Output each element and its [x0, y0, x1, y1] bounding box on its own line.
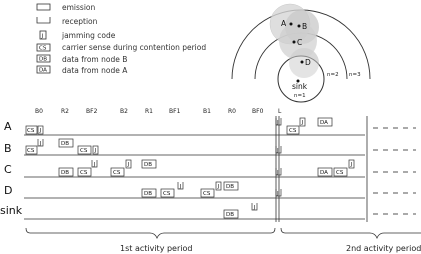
- ring-3-label: n=3: [349, 72, 361, 78]
- slot-b0: B0: [35, 108, 43, 115]
- cs-text: CS: [336, 170, 344, 176]
- row-label-b: B: [4, 142, 12, 155]
- node-b-dot: [298, 25, 301, 28]
- row-sink-events: [224, 203, 257, 218]
- legend-db: data from node B: [62, 55, 128, 64]
- node-d-label: D: [305, 58, 311, 67]
- slot-l: L: [278, 108, 282, 115]
- row-d-events: [142, 182, 281, 197]
- brace-1st-period: [26, 228, 275, 238]
- db-symbol: DB: [39, 56, 48, 63]
- node-b-label: B: [302, 22, 308, 31]
- node-d-dot: [301, 61, 304, 64]
- node-c-dot: [293, 41, 296, 44]
- node-a-label: A: [281, 19, 287, 28]
- row-a-events: [26, 118, 332, 134]
- row-labels: [0, 120, 23, 217]
- jamming-text: J: [93, 162, 96, 168]
- da-text: DA: [320, 120, 328, 126]
- jamming-text: J: [301, 120, 304, 126]
- slot-r2: R2: [61, 108, 69, 115]
- row-label-a: A: [4, 120, 12, 133]
- range-d-overlap: [289, 48, 319, 78]
- row-c-events: [59, 160, 354, 176]
- slot-r0: R0: [228, 108, 236, 115]
- legend-cs: carrier sense during contention period: [62, 43, 207, 52]
- db-text: DB: [144, 191, 153, 197]
- row-label-sink: sink: [0, 204, 23, 217]
- cs-text: CS: [163, 191, 171, 197]
- legend-reception: reception: [62, 17, 98, 26]
- ring-2-label: n=2: [327, 72, 339, 78]
- jamming-text: J: [94, 148, 97, 154]
- row-label-c: C: [4, 163, 12, 176]
- legend-emission: emission: [62, 3, 96, 12]
- cs-text: CS: [203, 191, 211, 197]
- cs-text: CS: [113, 170, 121, 176]
- slot-bf0: BF0: [252, 108, 264, 115]
- emission-symbol: [37, 4, 50, 10]
- slot-bf2: BF2: [86, 108, 98, 115]
- sink-level-label: n=1: [294, 93, 306, 99]
- cs-text: CS: [80, 148, 88, 154]
- node-c-label: C: [297, 38, 303, 47]
- jamming-text: J: [253, 205, 256, 211]
- cs-symbol: CS: [39, 45, 47, 52]
- jamming-text: J: [217, 184, 220, 190]
- legend-da: data from node A: [62, 66, 128, 75]
- jamming-symbol: J: [41, 33, 44, 40]
- period-2-label: 2nd activity period: [346, 244, 421, 253]
- db-text: DB: [61, 170, 70, 176]
- slot-b2: B2: [120, 108, 128, 115]
- jamming-text: J: [277, 191, 279, 197]
- period-1-label: 1st activity period: [120, 244, 193, 253]
- da-text: DA: [320, 170, 328, 176]
- db-text: DB: [226, 184, 235, 190]
- jamming-text: J: [179, 184, 182, 190]
- jamming-text: J: [127, 162, 130, 168]
- continuation-dashes: [373, 128, 416, 214]
- slot-bf1: BF1: [169, 108, 181, 115]
- brace-2nd-period: [281, 228, 421, 238]
- slot-headers: [35, 108, 282, 115]
- jamming-text: J: [277, 170, 279, 176]
- sink-label: sink: [292, 82, 308, 91]
- activity-braces: [26, 228, 421, 238]
- node-a-dot: [290, 23, 293, 26]
- legend: [37, 3, 206, 75]
- slot-r1: R1: [145, 108, 153, 115]
- cs-text: CS: [27, 148, 35, 154]
- row-label-d: D: [4, 184, 13, 197]
- cs-text: CS: [80, 170, 88, 176]
- cs-text: CS: [289, 128, 297, 134]
- reception-symbol: [37, 17, 50, 23]
- db-text: DB: [61, 141, 70, 147]
- jamming-text: J: [39, 141, 42, 147]
- jamming-text: J: [277, 120, 279, 126]
- row-b-events: [26, 139, 281, 154]
- jamming-text: J: [39, 128, 42, 134]
- db-text: DB: [226, 212, 235, 218]
- slot-b1: B1: [203, 108, 211, 115]
- da-symbol: DA: [39, 67, 47, 74]
- db-text: DB: [144, 162, 153, 168]
- cs-text: CS: [27, 128, 35, 134]
- jamming-text: J: [277, 148, 279, 154]
- topology: [232, 4, 370, 102]
- timeline-lines: [24, 116, 367, 222]
- jamming-text: J: [350, 162, 353, 168]
- legend-jamming: jamming code: [62, 31, 116, 40]
